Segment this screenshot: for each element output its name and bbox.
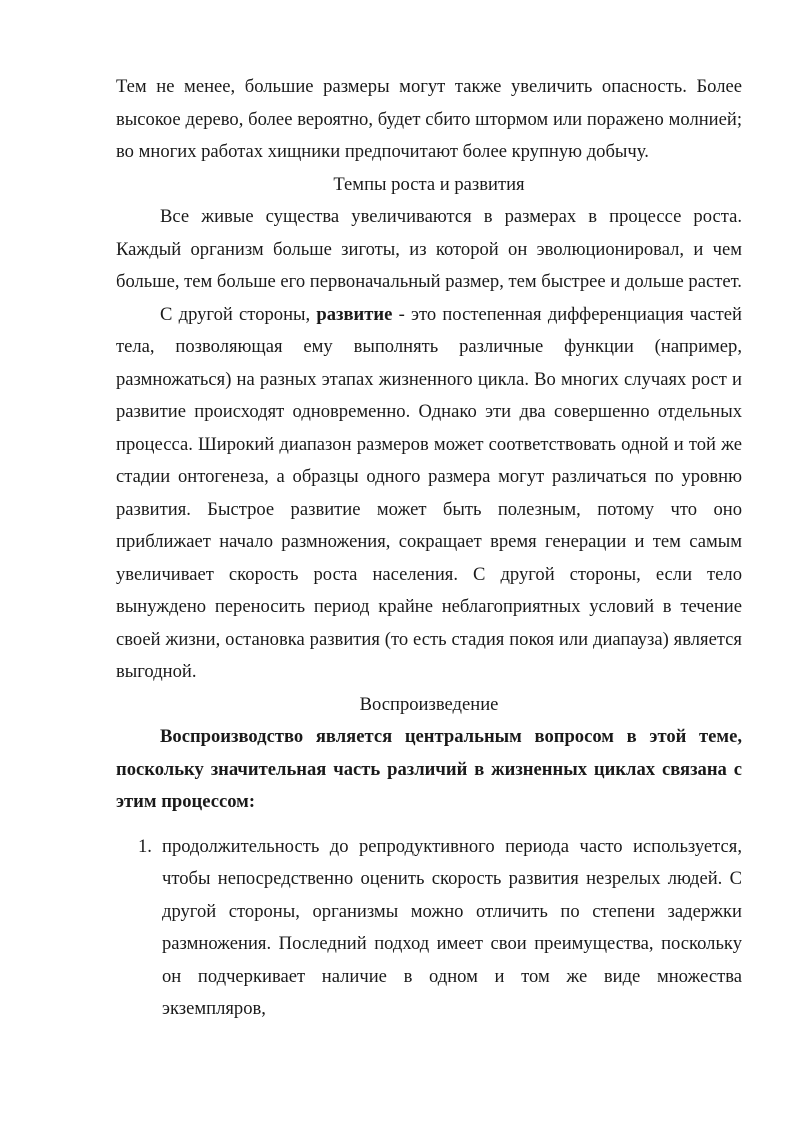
spacer: [116, 819, 742, 831]
list-item-text: продолжительность до репродуктивного периода часто используется, чтобы непосредственно оценить скорость развития незрелых людей. С другой стороны, организмы можно отличить по степени задержки размножения. Последний подход имеет свои преимущества, поскольку он подчеркивает наличие в одном и том же виде множества экземпляров,: [162, 835, 742, 1019]
paragraph-development: [116, 299, 742, 689]
list-item: [116, 831, 742, 1026]
section-heading-reproduction: Воспроизведение: [359, 693, 499, 715]
development-body-text: - это постепенная дифференциация частей тела, позволяющая ему выполнять различные функции (например, размножаться) на разных этапах жизненного цикла. Во многих случаях рост и развитие происходят одновременно. Однако эти два совершенно отдельных процесса. Широкий диапазон размеров может соответствовать одной и той же стадии онтогенеза, а образцы одного размера могут различаться по уровню развития. Быстрое развитие может быть полезным, потому что оно приближает начало размножения, сокращает время генерации и тем самым увеличивает скорость роста населения. С другой стороны, если тело вынуждено переносить период крайне неблагоприятных условий в течение своей жизни, остановка развития (то есть стадия покоя или диапауза) является выгодной.: [116, 303, 742, 682]
paragraph-growth: Все живые существа увеличиваются в размерах в процессе роста. Каждый организм больше зиготы, из которой он эволюционировал, и чем больше, тем больше его первоначальный размер, тем быстрее и дольше растет.: [116, 206, 742, 292]
paragraph-size-danger: Тем не менее, большие размеры могут также увеличить опасность. Более высокое дерево, более вероятно, будет сбито штормом или поражено молнией; во многих работах хищники предпочитают более крупную добычу.: [116, 76, 742, 162]
document-body: [116, 71, 742, 1026]
development-intro-text: С другой стороны,: [160, 303, 317, 325]
paragraph-reproduction-bold: Воспроизводство является центральным вопросом в этой теме, поскольку значительная часть различий в жизненных циклах связана с этим процессом:: [116, 726, 742, 812]
list-item-number: 1.: [138, 835, 152, 857]
section-heading-growth: Темпы роста и развития: [333, 173, 525, 195]
development-term: развитие: [316, 303, 393, 325]
numbered-list: [116, 831, 742, 1026]
